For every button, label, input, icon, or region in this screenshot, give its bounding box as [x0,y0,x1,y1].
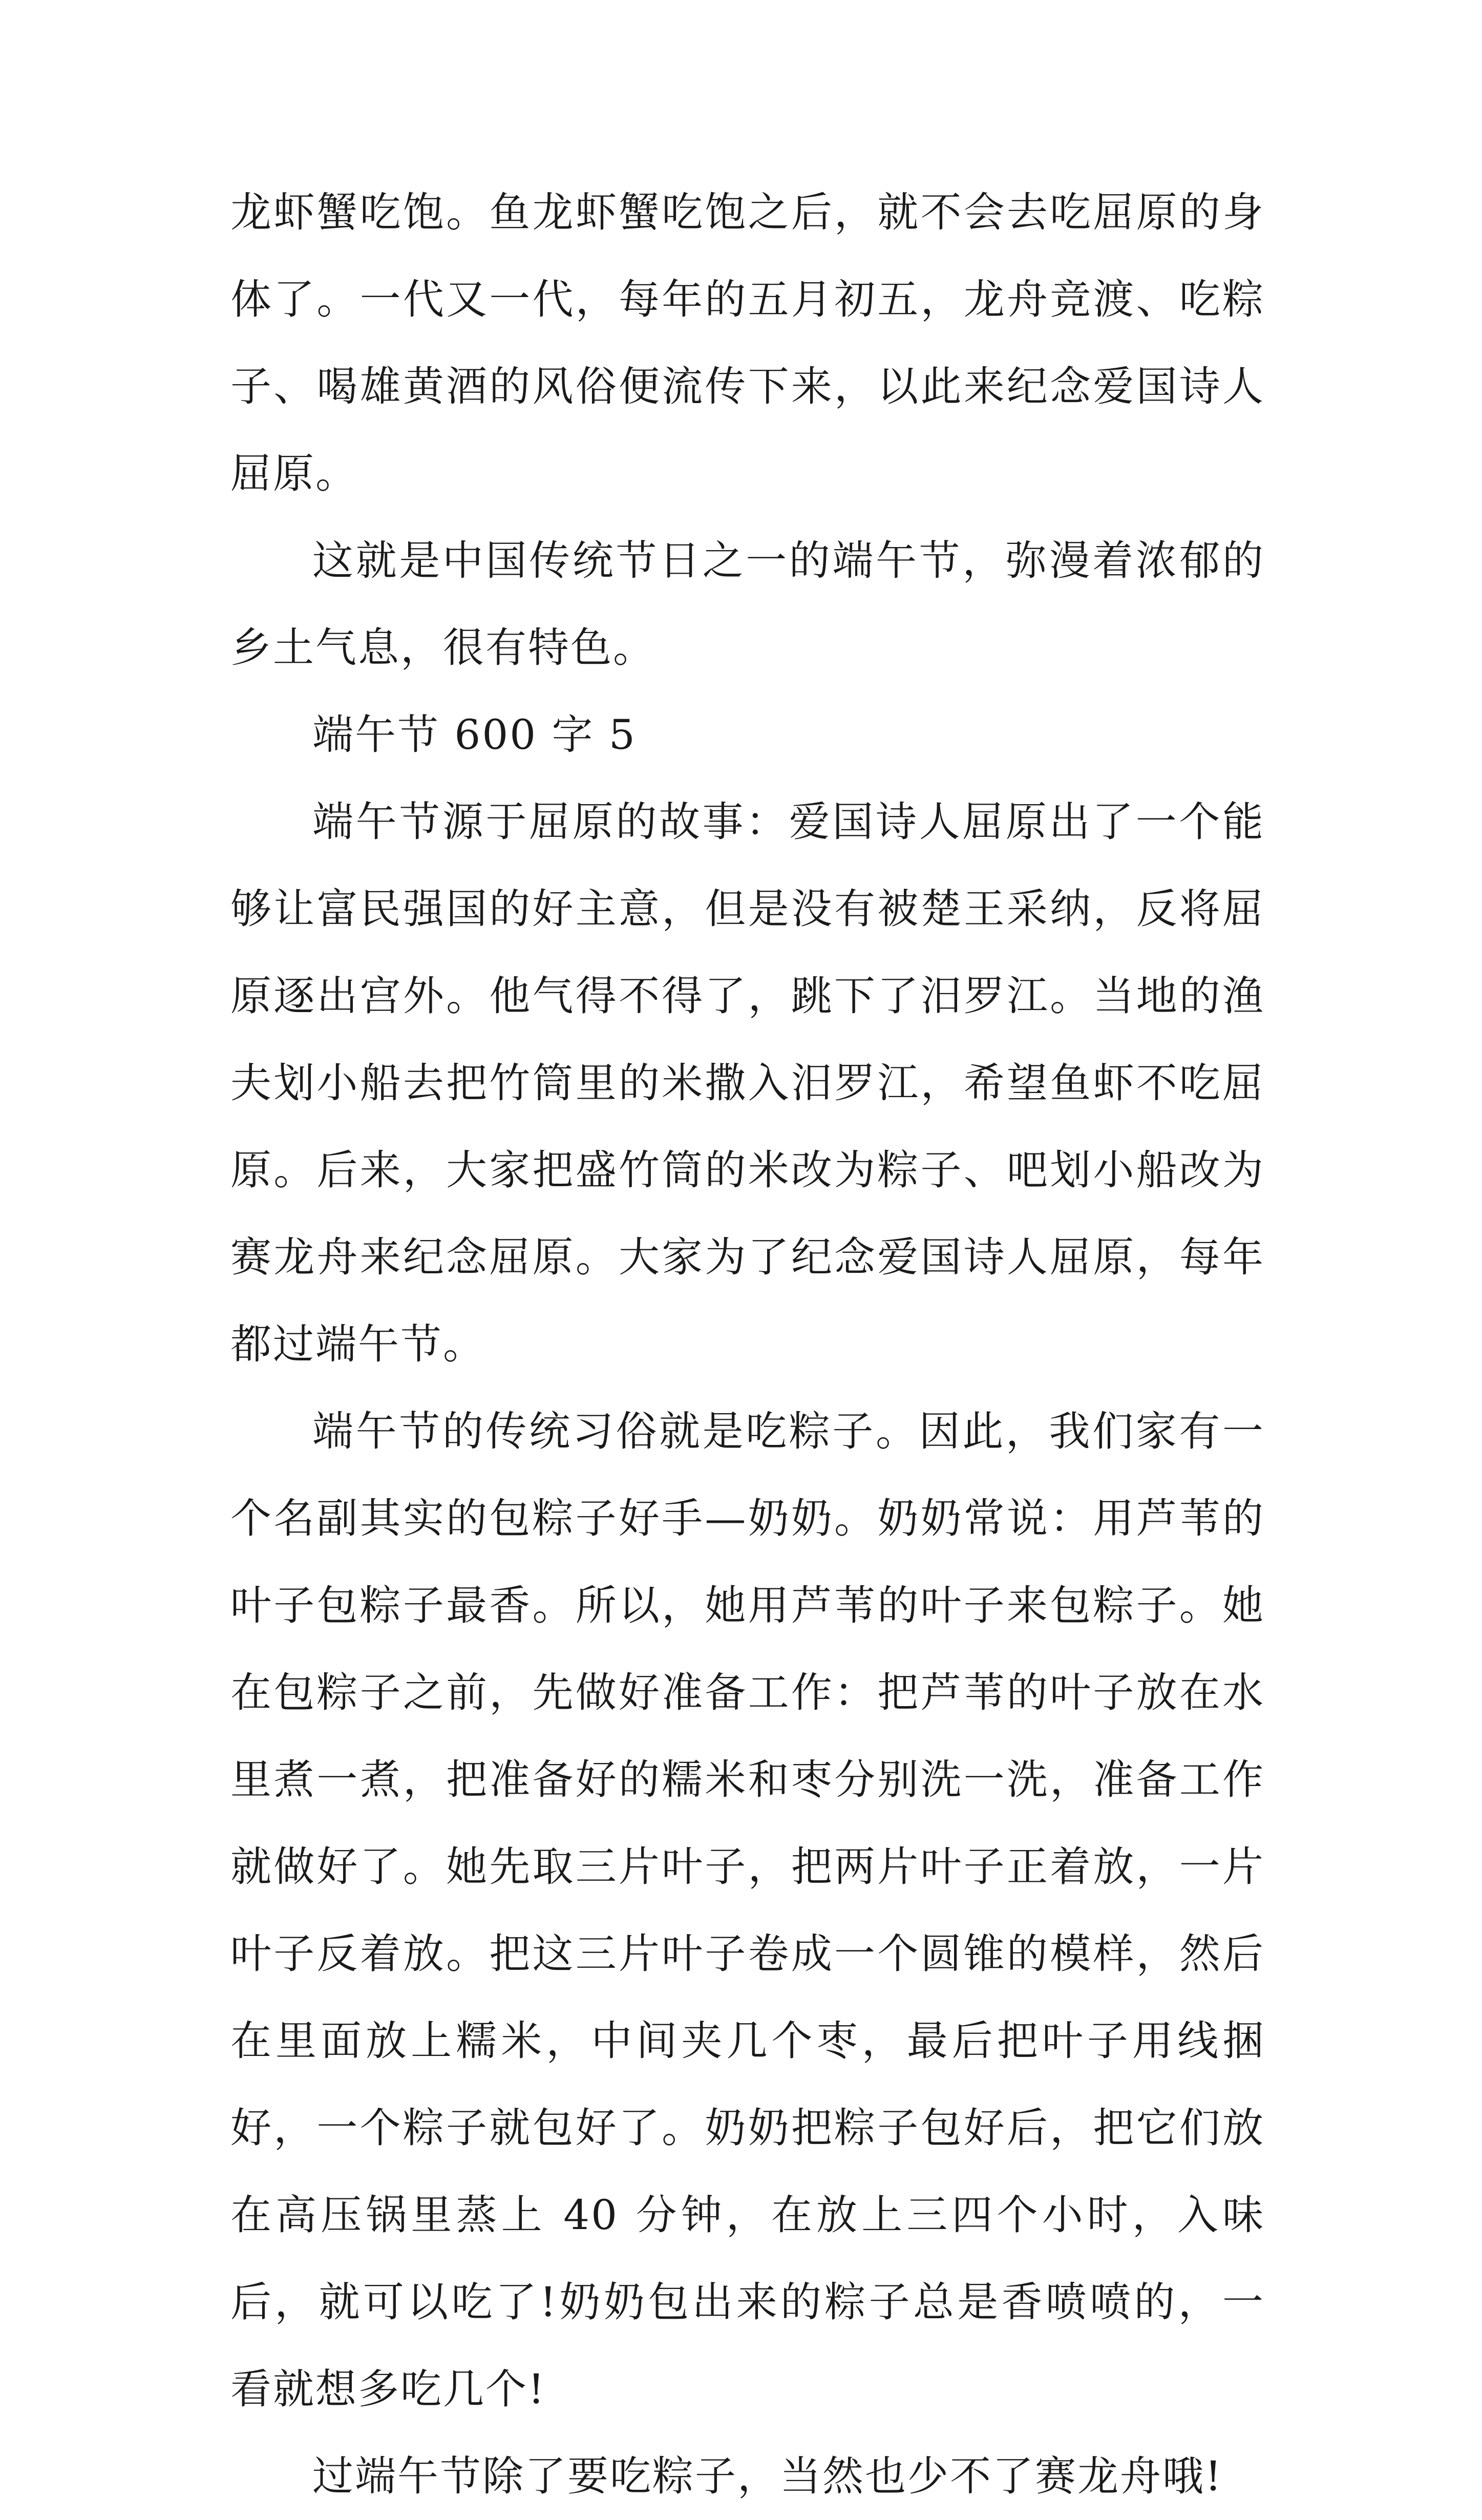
document-page [230,169,1265,2520]
paragraph: 过端午节除了要吃粽子，当然也少不了赛龙舟哦! [312,2452,1223,2500]
paragraph: 端午节的传统习俗就是吃粽子。因此，我们家有一个名副其实的包粽子好手—奶奶。奶奶常说：用芦苇的叶子包粽子最香。所以，她用芦苇的叶子来包粽子。她在包粽子之前，先做好准备工作：把芦苇的叶子放在水里煮一煮，把准备好的糯米和枣分别洗一洗，准备工作就做好了。她先取三片叶子，把两片叶子正着放，一片叶子反着放。把这三片叶子卷成一个圆锥的模样，然后在里面放上糯米，中间夹几个枣，最后把叶子用线捆好，一个粽子就包好了。奶奶把粽子包好后，把它们放在高压锅里蒸上 40 分钟，在放上三四个小时，入味后，就可以吃了!奶奶包出来的粽子总是香喷喷的，一看就想多吃几个! [230,1408,1265,2413]
paragraph: 端午节源于屈原的故事：爱国诗人屈原出了一个能够让富民强国的好主意，但是没有被楚王采纳，反将屈原逐出宫外。他气得不得了，跳下了汨罗江。当地的渔夫划小船去把竹筒里的米撒入汨罗江，希望鱼虾不吃屈原。后来，大家把盛竹筒的米改为粽子、吧划小船改为赛龙舟来纪念屈原。大家为了纪念爱国诗人屈原，每年都过端午节。 [230,798,1265,1368]
paragraph-continued: 龙虾蟹吃饱。鱼龙虾蟹吃饱之后，就不会去吃屈原的身体了。一代又一代，每年的五月初五，龙舟竞渡、吃粽子、喝雄黄酒的风俗便流传下来，以此来纪念爱国诗人屈原。 [230,188,1265,497]
paragraph: 这就是中国传统节日之一的端午节，弥漫着浓郁的乡土气息，很有特色。 [230,537,1265,671]
section-heading: 端午节 600 字 5 [312,711,637,759]
